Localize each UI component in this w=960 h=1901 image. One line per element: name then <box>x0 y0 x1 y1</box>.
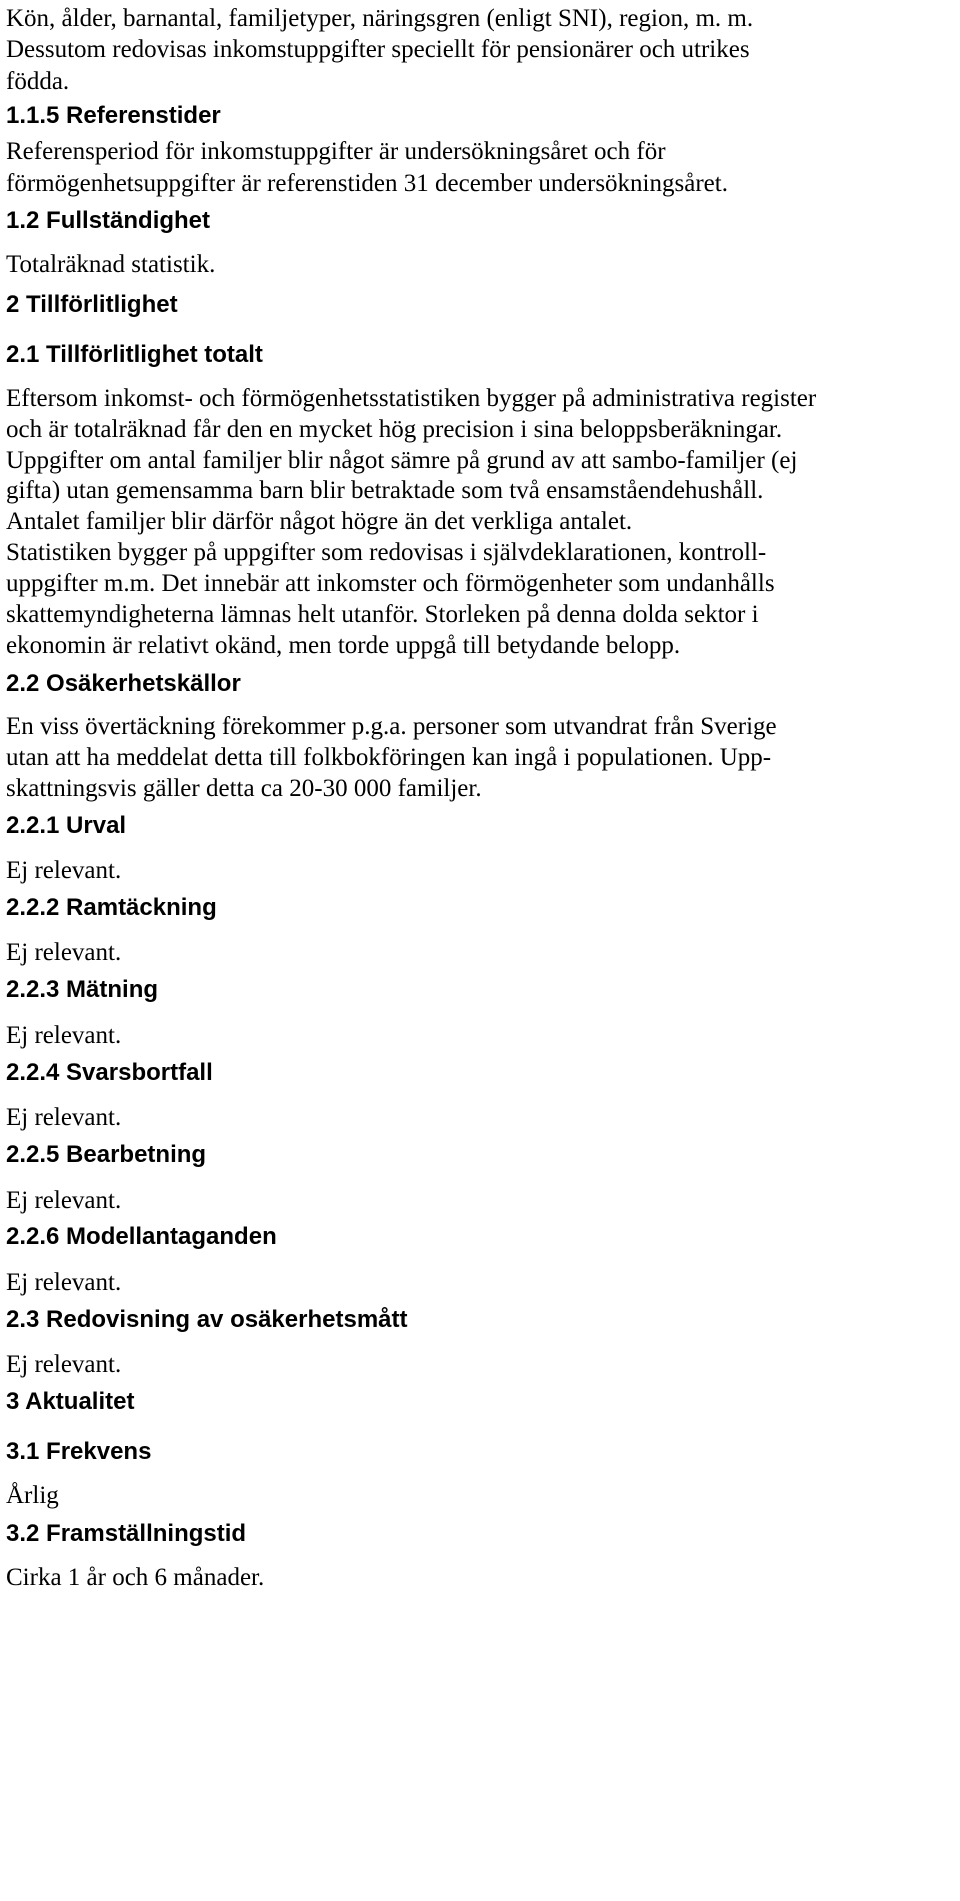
intro-line-3: födda. <box>6 68 70 95</box>
s22-line-1: En viss övertäckning förekommer p.g.a. personer som utvandrat från Sverige <box>6 713 777 740</box>
s225-text: Ej relevant. <box>6 1187 122 1214</box>
heading-2-2-3: 2.2.3 Mätning <box>6 976 159 1003</box>
s21-line-3: Uppgifter om antal familjer blir något sämre på grund av att sambo-familjer (ej <box>6 447 798 474</box>
heading-2-2: 2.2 Osäkerhetskällor <box>6 670 241 697</box>
s21-line-8: skattemyndigheterna lämnas helt utanför. Storleken på denna dolda sektor i <box>6 601 759 628</box>
s21-line-2: och är totalräknad får den en mycket hög precision i sina beloppsberäkningar. <box>6 416 783 443</box>
heading-2-2-4: 2.2.4 Svarsbortfall <box>6 1059 213 1086</box>
heading-3-2: 3.2 Framställningstid <box>6 1520 247 1547</box>
heading-2-3: 2.3 Redovisning av osäkerhetsmått <box>6 1306 408 1333</box>
s21-line-9: ekonomin är relativt okänd, men torde uppgå till betydande belopp. <box>6 632 681 659</box>
heading-3-1: 3.1 Frekvens <box>6 1438 152 1465</box>
heading-2-2-2: 2.2.2 Ramtäckning <box>6 894 217 921</box>
intro-line-2: Dessutom redovisas inkomstuppgifter speciellt för pensionärer och utrikes <box>6 36 750 63</box>
s223-text: Ej relevant. <box>6 1022 122 1049</box>
s226-text: Ej relevant. <box>6 1269 122 1296</box>
s21-line-4: gifta) utan gemensamma barn blir betraktade som två ensamståendehushåll. <box>6 477 764 504</box>
s22-line-2: utan att ha meddelat detta till folkbokföringen kan ingå i populationen. Upp- <box>6 744 772 771</box>
s221-text: Ej relevant. <box>6 857 122 884</box>
s22-line-3: skattningsvis gäller detta ca 20-30 000 familjer. <box>6 775 482 802</box>
s222-text: Ej relevant. <box>6 939 122 966</box>
s32-text: Cirka 1 år och 6 månader. <box>6 1564 265 1591</box>
heading-3: 3 Aktualitet <box>6 1388 135 1415</box>
s21-line-5: Antalet familjer blir därför något högre än det verkliga antalet. <box>6 508 633 535</box>
s224-text: Ej relevant. <box>6 1104 122 1131</box>
heading-2-2-1: 2.2.1 Urval <box>6 812 127 839</box>
s12-text: Totalräknad statistik. <box>6 251 216 278</box>
heading-1-1-5: 1.1.5 Referenstider <box>6 102 221 129</box>
s31-text: Årlig <box>6 1482 59 1509</box>
s21-line-6: Statistiken bygger på uppgifter som redovisas i självdeklarationen, kontroll- <box>6 539 767 566</box>
s21-line-1: Eftersom inkomst- och förmögenhetsstatistiken bygger på administrativa register <box>6 385 817 412</box>
s21-line-7: uppgifter m.m. Det innebär att inkomster och förmögenheter som undanhålls <box>6 570 775 597</box>
heading-2-2-6: 2.2.6 Modellantaganden <box>6 1223 277 1250</box>
s23-text: Ej relevant. <box>6 1351 122 1378</box>
s115-line-1: Referensperiod för inkomstuppgifter är undersökningsåret och för <box>6 138 666 165</box>
s115-line-2: förmögenhetsuppgifter är referenstiden 31 december undersökningsåret. <box>6 170 728 197</box>
heading-2: 2 Tillförlitlighet <box>6 291 178 318</box>
heading-2-1: 2.1 Tillförlitlighet totalt <box>6 341 263 368</box>
heading-2-2-5: 2.2.5 Bearbetning <box>6 1141 207 1168</box>
intro-line-1: Kön, ålder, barnantal, familjetyper, näringsgren (enligt SNI), region, m. m. <box>6 5 754 32</box>
heading-1-2: 1.2 Fullständighet <box>6 207 211 234</box>
